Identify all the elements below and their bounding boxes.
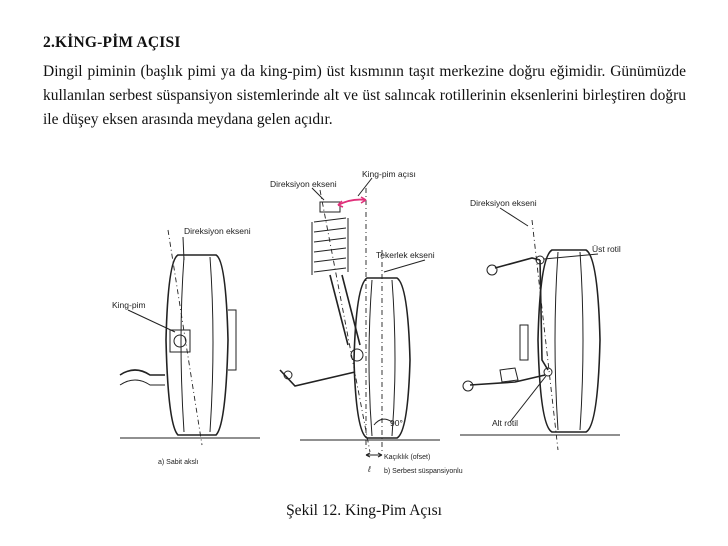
label-alt-rotil: Alt rotil <box>492 418 518 428</box>
king-pin-figure <box>112 160 640 490</box>
steering-axis-a <box>168 230 202 445</box>
label-tekerlek-ekseni: Tekerlek ekseni <box>376 250 435 260</box>
body-paragraph: Dingil piminin (başlık pimi ya da king-pim) üst kısmının taşıt merkezine doğru eğimidir. Günümüzde kullanılan serbest süspansiyon sistemlerinde alt ve üst salıncak rotillerinin eksenlerini birleştiren doğru ile düşey eksen arasında meydana gelen açıdır. <box>43 63 686 128</box>
label-angle-90: 90° <box>390 418 403 428</box>
coil-spring <box>314 218 346 272</box>
section-heading: 2.KİNG-PİM AÇISI <box>43 34 181 51</box>
label-ell: ℓ <box>368 464 371 474</box>
figure-caption: Şekil 12. King-Pim Açısı <box>286 502 442 519</box>
diagram-c-double-wishbone <box>460 198 621 450</box>
steering-axis-b <box>320 190 370 452</box>
label-kaciklik: Kaçıklık (ofset) <box>384 454 431 461</box>
label-ust-rotil: Üst rotil <box>592 244 621 254</box>
label-direksiyon-ekseni-a: Direksiyon ekseni <box>184 226 251 236</box>
label-direksiyon-ekseni-b: Direksiyon ekseni <box>270 179 337 189</box>
upper-arm-c <box>495 258 540 268</box>
label-king-pim: King-pim <box>112 300 146 310</box>
lower-arm-c <box>470 375 545 385</box>
steering-axis-c <box>532 220 558 450</box>
shock-c <box>520 325 528 360</box>
caption-b: b) Serbest süspansiyonlu <box>384 468 463 475</box>
diagram-b-independent <box>270 169 463 475</box>
knuckle-b <box>351 349 363 361</box>
diagram-a-solid-axle <box>112 226 260 466</box>
label-direksiyon-ekseni-c: Direksiyon ekseni <box>470 198 537 208</box>
king-pin-diagram <box>112 160 640 490</box>
caption-a: a) Sabit akslı <box>158 459 199 466</box>
wheel-c <box>538 250 600 432</box>
label-king-pim-acisi: King-pim açısı <box>362 169 416 179</box>
upper-pivot-c <box>487 265 497 275</box>
